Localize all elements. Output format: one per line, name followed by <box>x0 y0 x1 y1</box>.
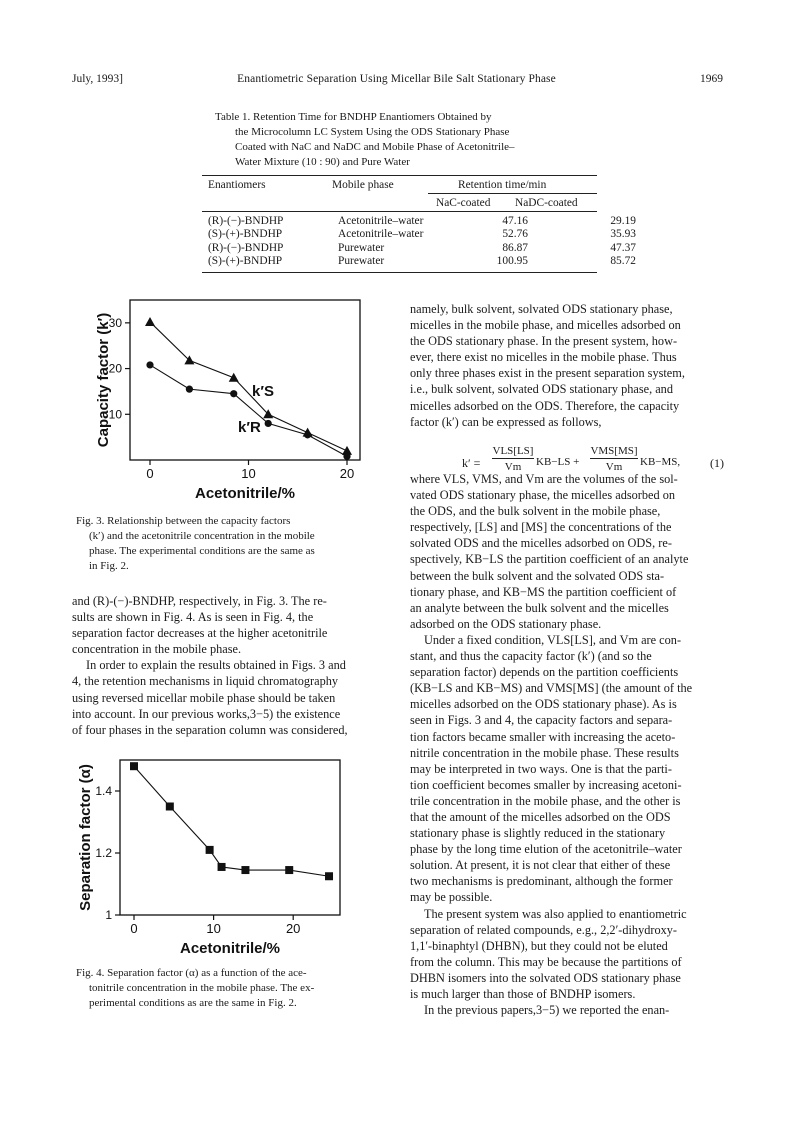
fig3-caption <box>76 514 376 574</box>
text-line: In the previous papers,3−5) we reported the enan- <box>424 1003 670 1018</box>
text-line: namely, bulk solvent, solvated ODS stationary phase, <box>410 302 673 316</box>
x-tick-label: 0 <box>146 466 154 481</box>
text-line: DHBN isomers into the solvated ODS stationary phase <box>410 970 681 985</box>
data-point-circle <box>230 390 237 397</box>
x-tick-label: 10 <box>206 921 221 936</box>
figure-4 <box>76 752 376 972</box>
table-cell-enantiomer: (R)-(−)-BNDHP <box>208 241 284 254</box>
text-line: solvated ODS and the micelles adsorbed on ODS, re- <box>410 536 672 551</box>
x-tick-label: 10 <box>241 466 256 481</box>
eq-numerator-1: VLS[LS] <box>492 445 534 457</box>
y-axis-label: Capacity factor (k′) <box>95 312 112 448</box>
text-line: Under a fixed condition, VLS[LS], and Vm are con- <box>424 632 682 647</box>
table-cell-nadc: 47.37 <box>610 241 636 254</box>
text-line: that the amount of the micelles adsorbed on the ODS <box>410 809 671 824</box>
text-line: separation of related compounds, e.g., 2,2′-dihydroxy- <box>410 922 678 937</box>
table-row <box>202 228 662 242</box>
data-point-square <box>130 762 138 770</box>
text-line: concentration in the mobile phase. <box>72 642 242 657</box>
series-label-ks: k′S <box>252 383 274 400</box>
table-top-rule <box>202 175 597 176</box>
text-line: into account. In our previous works,3−5) the existence <box>72 706 341 721</box>
y-tick-label: 10 <box>108 407 122 422</box>
text-line: In order to explain the results obtained in Figs. 3 and <box>86 658 346 673</box>
text-line: the ODS, and the bulk solvent in the mobile phase, <box>410 504 661 519</box>
header-date: July, 1993] <box>72 73 124 85</box>
table-body <box>202 214 662 268</box>
x-tick-label: 20 <box>339 466 355 481</box>
y-tick-label: 1.4 <box>95 784 112 798</box>
x-tick-label: 20 <box>285 921 301 936</box>
fig4-caption-line: tonitrile concentration in the mobile phase. The ex- <box>89 982 315 994</box>
table-row <box>202 241 662 255</box>
eq-numerator-2: VMS[MS] <box>590 445 638 457</box>
table-cell-nadc: 85.72 <box>610 255 636 268</box>
data-point-square <box>325 872 333 880</box>
text-line: nitrile concentration in the mobile phase. These results <box>410 745 679 760</box>
data-point-circle <box>343 453 350 460</box>
text-line: stant, and thus the capacity factor (k′) (and so the <box>410 649 652 664</box>
text-line: adsorbed on the ODS stationary phase. <box>410 616 602 631</box>
table-cell-nac: 52.76 <box>502 228 528 241</box>
table-cell-nac: 86.87 <box>502 241 528 254</box>
text-line: where VLS, VMS, and Vm are the volumes of the sol- <box>410 472 678 486</box>
eq-term-1: KB−LS + <box>536 456 580 468</box>
table-row <box>202 255 662 269</box>
y-tick-label: 20 <box>108 361 122 376</box>
table-caption-line: Water Mixture (10 : 90) and Pure Water <box>235 156 410 168</box>
text-line: of four phases in the separation column was considered, <box>72 722 348 737</box>
text-line: is much larger than those of BNDHP isomers. <box>410 987 636 1001</box>
data-point-triangle <box>145 317 155 326</box>
text-line: micelles in the mobile phase, and micelles adsorbed on <box>410 318 681 333</box>
plot-frame <box>120 760 340 915</box>
series-label-kr: k′R <box>238 419 261 436</box>
subheader-nadc: NaDC-coated <box>515 197 578 209</box>
separation-factor-chart <box>76 752 376 967</box>
y-tick-label: 1.2 <box>95 846 112 860</box>
text-line: stationary phase is slightly reduced in the stationary <box>410 826 666 841</box>
y-axis-label: Separation factor (α) <box>77 764 94 911</box>
capacity-factor-chart <box>90 295 390 515</box>
left-column-text <box>72 593 387 738</box>
text-line: separation factor decreases at the higher acetonitrile <box>72 626 328 641</box>
text-line: may be interpreted in two ways. One is that the parti- <box>410 761 672 776</box>
data-point-square <box>218 863 226 871</box>
eq-denominator-1: Vm <box>504 461 522 473</box>
fig3-caption-line: in Fig. 2. <box>89 560 129 572</box>
text-line: tion coefficient becomes smaller by increasing acetoni- <box>410 777 682 792</box>
fig4-caption-line: perimental conditions as are the same in Fig. 2. <box>89 997 297 1009</box>
table-caption <box>215 110 595 170</box>
x-axis-label: Acetonitrile/% <box>179 940 281 957</box>
x-tick-label: 0 <box>130 921 138 936</box>
text-line: 4, the retention mechanisms in liquid chromatography <box>72 674 339 689</box>
data-point-circle <box>146 361 153 368</box>
table-cell-mobile: Purewater <box>338 255 385 268</box>
data-point-circle <box>186 386 193 393</box>
data-point-square <box>166 803 174 811</box>
table-cell-enantiomer: (S)-(+)-BNDHP <box>208 255 283 268</box>
eq-number: (1) <box>710 456 724 470</box>
text-line: seen in Figs. 3 and 4, the capacity factors and separa- <box>410 713 673 728</box>
text-line: trile concentration in the mobile phase, and the other is <box>410 793 681 808</box>
col-header-enantiomers: Enantiomers <box>208 179 266 191</box>
y-tick-label: 1 <box>105 908 112 922</box>
data-point-triangle <box>229 373 239 382</box>
text-line: respectively, [LS] and [MS] the concentrations of the <box>410 520 672 535</box>
data-point-circle <box>304 431 311 438</box>
table-cell-nac: 100.95 <box>496 255 528 268</box>
text-line: solution. At present, it is not clear that either of these <box>410 858 671 873</box>
table-caption-line: Table 1. Retention Time for BNDHP Enantiomers Obtained by <box>215 111 492 123</box>
text-line: phase by the long time elution of the acetonitrile–water <box>410 842 682 857</box>
subheader-nac: NaC-coated <box>436 197 491 209</box>
fig3-caption-line: Fig. 3. Relationship between the capacity factors <box>76 515 291 527</box>
running-title: Enantiometric Separation Using Micellar Bile Salt Stationary Phase <box>237 73 556 85</box>
eq-fraction-bar-1 <box>492 458 534 459</box>
col-header-retention: Retention time/min <box>458 179 547 191</box>
page-number: 1969 <box>700 73 723 85</box>
table-cell-enantiomer: (S)-(+)-BNDHP <box>208 228 283 241</box>
data-point-square <box>241 866 249 874</box>
text-line: using reversed micellar mobile phase should be taken <box>72 690 336 705</box>
text-line: tionary phase, and KB−MS the partition coefficient of <box>410 584 677 599</box>
x-axis-label: Acetonitrile/% <box>194 485 296 502</box>
text-line: ever, there exist no micelles in the mobile phase. Thus <box>410 350 677 365</box>
text-line: vated ODS stationary phase, the micelles adsorbed on <box>410 488 675 503</box>
eq-denominator-2: Vm <box>605 461 623 473</box>
text-line: and (R)-(−)-BNDHP, respectively, in Fig. 3. The re- <box>72 594 327 608</box>
text-line: spectively, KB−LS the partition coefficient of an analyte <box>410 552 689 567</box>
eq-lhs: k′ = <box>462 456 481 470</box>
text-line: tion factors became smaller with increasing the aceto- <box>410 729 676 744</box>
table-cell-enantiomer: (R)-(−)-BNDHP <box>208 214 284 227</box>
text-line: (KB−LS and KB−MS) and VMS[MS] (the amount of the <box>410 681 693 696</box>
table-cell-nac: 47.16 <box>502 214 528 227</box>
fig3-caption-line: (k′) and the acetonitrile concentration in the mobile <box>89 530 315 542</box>
table-cell-nadc: 29.19 <box>610 214 636 227</box>
fig4-caption <box>76 966 376 1011</box>
text-line: two mechanisms is predominant, although the former <box>410 874 673 889</box>
data-point-circle <box>265 420 272 427</box>
series-line <box>134 766 329 876</box>
text-line: i.e., bulk solvent, solvated ODS stationary phase, and <box>410 382 673 397</box>
text-line: may be possible. <box>410 890 493 905</box>
text-line: 1,1′-binaphtyl (DHBN), but they could not be eluted <box>410 938 668 953</box>
plot-frame <box>130 300 360 460</box>
eq-fraction-bar-2 <box>590 458 638 459</box>
data-point-square <box>206 846 214 854</box>
table-bottom-rule <box>202 272 597 273</box>
eq-term-2: KB−MS, <box>640 456 681 468</box>
table-group-rule <box>428 193 597 194</box>
table-cell-mobile: Purewater <box>338 241 385 254</box>
table-caption-line: the Microcolumn LC System Using the ODS Stationary Phase <box>235 126 510 138</box>
series-line <box>150 365 347 456</box>
table-caption-line: Coated with NaC and NaDC and Mobile Phase of Acetonitrile– <box>235 141 515 153</box>
text-line: between the bulk solvent and the solvated ODS sta- <box>410 568 665 583</box>
col-header-mobile-phase: Mobile phase <box>332 179 394 191</box>
fig3-caption-line: phase. The experimental conditions are the same as <box>89 545 315 557</box>
text-line: micelles adsorbed on the ODS stationary phase). As is <box>410 697 677 712</box>
text-line: the ODS stationary phase. In the present system, how- <box>410 334 678 349</box>
table-cell-mobile: Acetonitrile–water <box>338 214 424 227</box>
right-column-text-2 <box>410 471 725 1018</box>
text-line: from the column. This may be because the partitions of <box>410 954 682 969</box>
text-line: separation factor) depends on the partition coefficients <box>410 665 679 680</box>
data-point-square <box>285 866 293 874</box>
text-line: sults are shown in Fig. 4. As is seen in Fig. 4, the <box>72 610 314 625</box>
figure-3 <box>90 295 390 520</box>
table-cell-mobile: Acetonitrile–water <box>338 228 424 241</box>
table-cell-nadc: 35.93 <box>610 228 636 241</box>
right-column-text-1 <box>410 301 725 430</box>
table-row <box>202 214 662 228</box>
fig4-caption-line: Fig. 4. Separation factor (α) as a function of the ace- <box>76 967 307 979</box>
text-line: factor (k′) can be expressed as follows, <box>410 414 602 429</box>
y-tick-label: 30 <box>108 315 122 330</box>
text-line: only three phases exist in the present separation system, <box>410 366 685 381</box>
text-line: micelles adsorbed on the ODS. Therefore, the capacity <box>410 398 680 413</box>
table-header-rule <box>202 211 597 212</box>
text-line: The present system was also applied to enantiometric <box>424 906 687 921</box>
text-line: an analyte between the bulk solvent and the micelles <box>410 600 669 615</box>
